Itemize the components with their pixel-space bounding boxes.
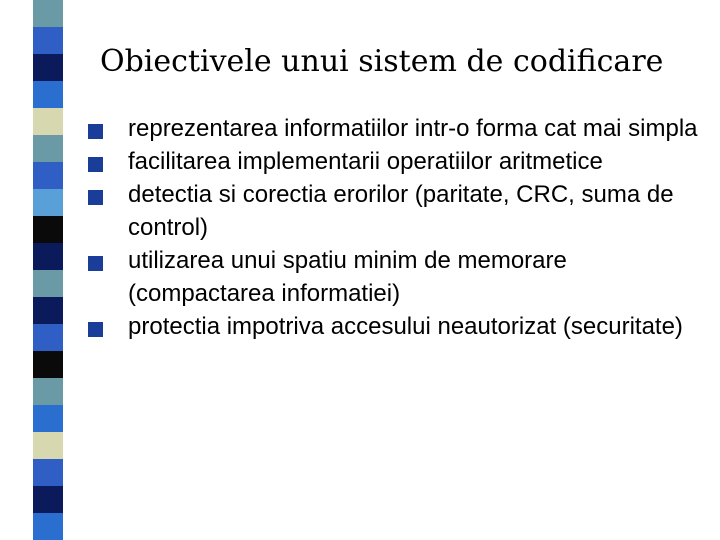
stripe-segment bbox=[33, 486, 63, 513]
square-bullet-icon bbox=[88, 322, 103, 337]
slide-title: Obiectivele unui sistem de codificare bbox=[100, 44, 664, 79]
stripe-segment bbox=[33, 513, 63, 540]
stripe-segment bbox=[33, 243, 63, 270]
stripe-segment bbox=[33, 162, 63, 189]
square-bullet-icon bbox=[88, 256, 103, 271]
stripe-segment bbox=[33, 297, 63, 324]
bullet-item bbox=[88, 178, 708, 244]
bullet-item bbox=[88, 145, 708, 178]
bullet-item bbox=[88, 112, 708, 145]
stripe-segment bbox=[33, 108, 63, 135]
stripe-segment bbox=[33, 324, 63, 351]
stripe-segment bbox=[33, 351, 63, 378]
square-bullet-icon bbox=[88, 190, 103, 205]
decorative-stripe bbox=[33, 0, 63, 540]
stripe-segment bbox=[33, 459, 63, 486]
stripe-segment bbox=[33, 0, 63, 27]
stripe-segment bbox=[33, 378, 63, 405]
stripe-segment bbox=[33, 27, 63, 54]
stripe-segment bbox=[33, 432, 63, 459]
stripe-segment bbox=[33, 405, 63, 432]
bullet-text: facilitarea implementarii operatiilor aritmetice bbox=[128, 148, 603, 175]
stripe-segment bbox=[33, 270, 63, 297]
stripe-segment bbox=[33, 54, 63, 81]
bullet-list bbox=[88, 112, 708, 343]
bullet-text: utilizarea unui spatiu minim de memorare (compactarea informatiei) bbox=[128, 247, 567, 307]
stripe-segment bbox=[33, 81, 63, 108]
bullet-text: protectia impotriva accesului neautorizat (securitate) bbox=[128, 313, 683, 340]
bullet-text: reprezentarea informatiilor intr-o forma cat mai simpla bbox=[128, 115, 698, 142]
bullet-item bbox=[88, 310, 708, 343]
stripe-segment bbox=[33, 216, 63, 243]
stripe-segment bbox=[33, 189, 63, 216]
stripe-segment bbox=[33, 135, 63, 162]
square-bullet-icon bbox=[88, 157, 103, 172]
bullet-item bbox=[88, 244, 708, 310]
bullet-text: detectia si corectia erorilor (paritate, CRC, suma de control) bbox=[128, 181, 674, 241]
square-bullet-icon bbox=[88, 124, 103, 139]
